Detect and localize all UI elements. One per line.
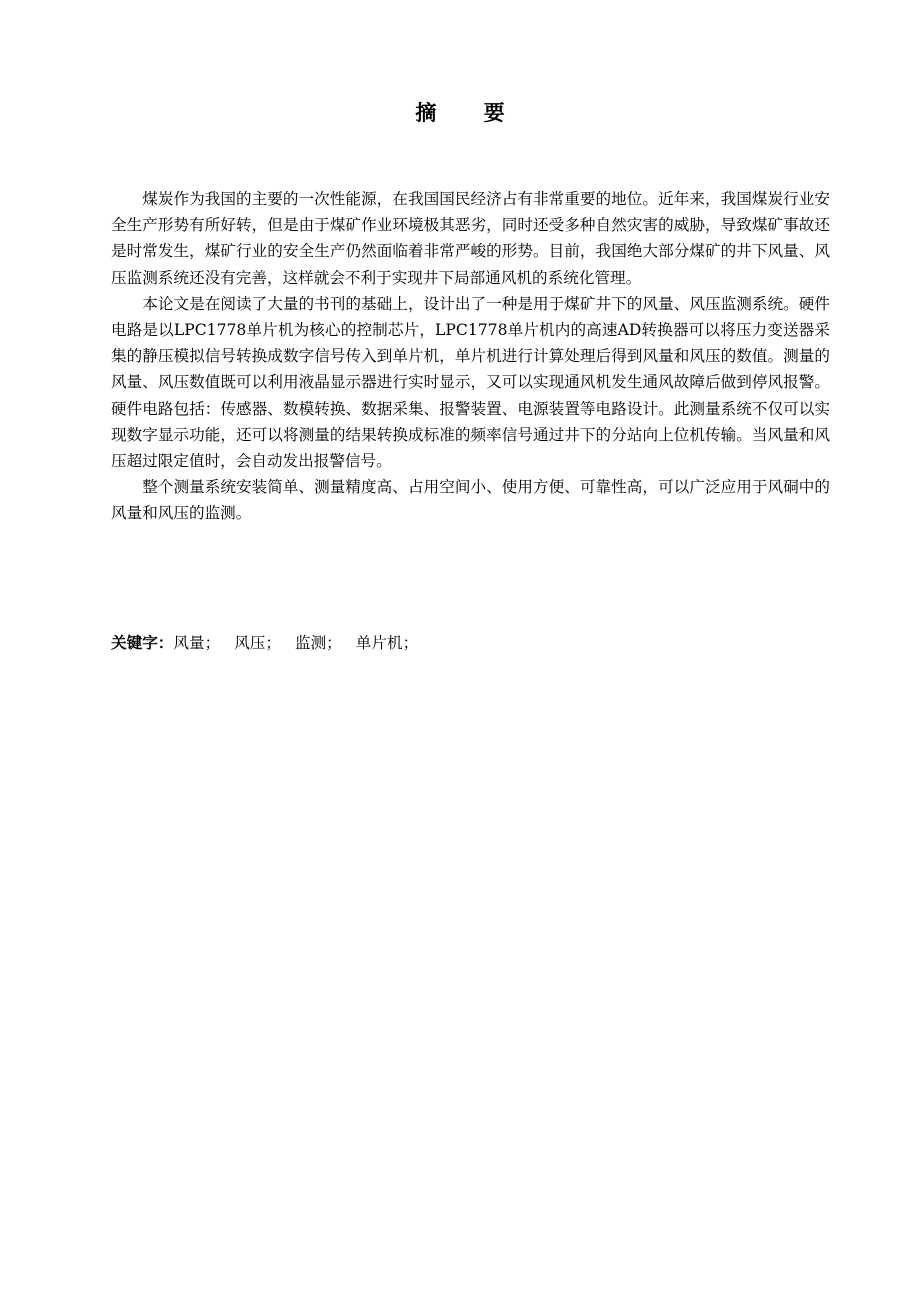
keywords-line: [111, 630, 830, 656]
keyword-item: 单片机；: [355, 634, 419, 652]
keyword-item: 风压；: [234, 634, 281, 652]
abstract-paragraph: 煤炭作为我国的主要的一次性能源，在我国国民经济占有非常重要的地位。近年来，我国煤炭行业安全生产形势有所好转，但是由于煤矿作业环境极其恶劣，同时还受多种自然灾害的威胁，导致煤矿事故还是时常发生，煤矿行业的安全生产仍然面临着非常严峻的形势。目前，我国绝大部分煤矿的井下风量、风压监测系统还没有完善，这样就会不利于实现井下局部通风机的系统化管理。: [111, 190, 830, 287]
abstract-paragraph: 本论文是在阅读了大量的书刊的基础上，设计出了一种是用于煤矿井下的风量、风压监测系统。硬件电路是以LPC1778单片机为核心的控制芯片，LPC1778单片机内的高速AD转换器可以将压力变送器采集的静压模拟信号转换成数字信号传入到单片机，单片机进行计算处理后得到风量和风压的数值。测量的风量、风压数值既可以利用液晶显示器进行实时显示，又可以实现通风机发生通风故障后做到停风报警。硬件电路包括：传感器、数模转换、数据采集、报警装置、电源装置等电路设计。此测量系统不仅可以实现数字显示功能，还可以将测量的结果转换成标准的频率信号通过井下的分站向上位机传输。当风量和风压超过限定值时，会自动发出报警信号。: [111, 294, 830, 471]
keyword-item: 风量；: [173, 634, 221, 652]
keywords-label: 关键字：: [111, 634, 174, 652]
abstract-paragraph: 整个测量系统安装简单、测量精度高、占用空间小、使用方便、可靠性高，可以广泛应用于风硐中的风量和风压的监测。: [111, 478, 830, 523]
page-title: 摘 要: [415, 101, 525, 125]
abstract-body: [111, 186, 830, 527]
keyword-item: 监测；: [294, 634, 342, 652]
